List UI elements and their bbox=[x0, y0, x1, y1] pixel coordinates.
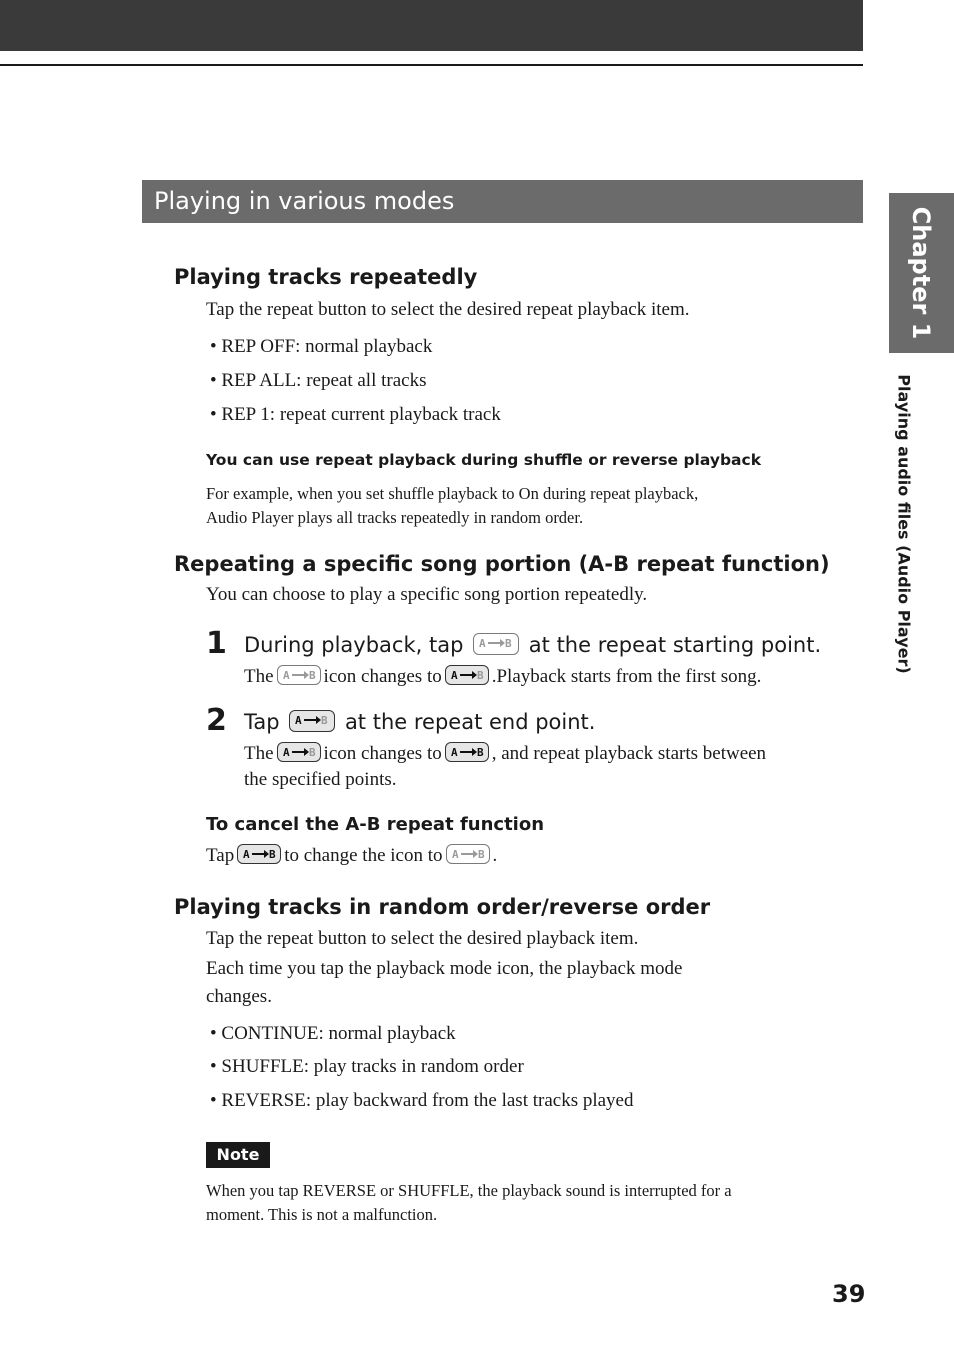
svg-text:B: B bbox=[477, 848, 485, 861]
tip-heading: You can use repeat playback during shuffle or reverse playback bbox=[206, 451, 762, 469]
step-title-text: at the repeat end point. bbox=[344, 710, 596, 734]
list-item: • REP 1: repeat current playback track bbox=[210, 404, 501, 425]
svg-text:B: B bbox=[476, 746, 484, 759]
note-text: When you tap REVERSE or SHUFFLE, the playback sound is interrupted for a bbox=[206, 1181, 732, 1200]
cancel-text: . bbox=[492, 845, 498, 866]
step-body-text: , and repeat playback starts between bbox=[491, 743, 767, 764]
cancel-heading: To cancel the A-B repeat function bbox=[206, 814, 545, 835]
ab-repeat-icon bbox=[277, 665, 321, 685]
step-title-text: During playback, tap bbox=[244, 633, 464, 657]
step-title-text: Tap bbox=[244, 710, 280, 734]
heading-random-order: Playing tracks in random order/reverse order bbox=[174, 895, 711, 919]
step-body bbox=[244, 665, 761, 688]
step-body bbox=[244, 742, 766, 765]
top-header-bar bbox=[0, 0, 863, 51]
svg-text:B: B bbox=[269, 848, 276, 861]
list-item: • REVERSE: play backward from the last tracks played bbox=[210, 1090, 634, 1111]
cancel-body bbox=[206, 844, 497, 867]
repeat-intro: Tap the repeat button to select the desired repeat playback item. bbox=[206, 299, 690, 320]
list-item: • REP OFF: normal playback bbox=[210, 336, 433, 357]
ab-intro: You can choose to play a specific song portion repeatedly. bbox=[206, 584, 648, 605]
random-intro: Tap the repeat button to select the desired playback item. bbox=[206, 928, 639, 949]
svg-text:A: A bbox=[243, 848, 250, 861]
list-item: • SHUFFLE: play tracks in random order bbox=[210, 1056, 524, 1077]
step-number: 2 bbox=[206, 703, 227, 738]
list-item: • CONTINUE: normal playback bbox=[210, 1023, 456, 1044]
tip-line: For example, when you set shuffle playback to On during repeat playback, bbox=[206, 484, 699, 503]
step-body-text: icon changes to bbox=[323, 666, 442, 687]
ab-repeat-icon[interactable] bbox=[289, 710, 335, 732]
svg-text:A: A bbox=[282, 669, 290, 682]
side-section-label: Playing audio files (Audio Player) bbox=[894, 374, 914, 674]
step-body-text: .Playback starts from the first song. bbox=[491, 666, 762, 687]
list-item: • REP ALL: repeat all tracks bbox=[210, 370, 427, 391]
chapter-tab-label: Chapter 1 bbox=[907, 206, 935, 340]
note-text: moment. This is not a malfunction. bbox=[206, 1205, 438, 1224]
svg-text:B: B bbox=[476, 669, 484, 682]
step-body-line: the specified points. bbox=[244, 769, 397, 790]
svg-text:A: A bbox=[451, 848, 459, 861]
note-badge: Note bbox=[206, 1142, 270, 1168]
step-body-text: The bbox=[244, 743, 274, 764]
header-rule bbox=[0, 64, 863, 66]
tip-line: Audio Player plays all tracks repeatedly in random order. bbox=[206, 508, 584, 527]
svg-text:B: B bbox=[308, 669, 316, 682]
random-text: Each time you tap the playback mode icon, the playback mode bbox=[206, 958, 683, 979]
svg-text:B: B bbox=[505, 637, 512, 650]
ab-repeat-icon bbox=[445, 665, 489, 685]
ab-repeat-icon[interactable] bbox=[473, 633, 519, 655]
svg-text:A: A bbox=[450, 669, 458, 682]
step-number: 1 bbox=[206, 626, 227, 661]
svg-text:A: A bbox=[479, 637, 486, 650]
ab-repeat-icon[interactable] bbox=[237, 844, 281, 864]
ab-repeat-icon bbox=[445, 742, 489, 762]
ab-repeat-icon bbox=[277, 742, 321, 762]
step-body-text: icon changes to bbox=[323, 743, 442, 764]
section-title: Playing in various modes bbox=[142, 180, 863, 223]
random-text: changes. bbox=[206, 986, 272, 1007]
step-title-text: at the repeat starting point. bbox=[528, 633, 822, 657]
step-title bbox=[244, 633, 821, 657]
heading-ab-repeat: Repeating a specific song portion (A-B repeat function) bbox=[174, 552, 830, 576]
svg-text:A: A bbox=[450, 746, 458, 759]
svg-text:B: B bbox=[308, 746, 316, 759]
svg-text:B: B bbox=[321, 714, 328, 727]
svg-text:A: A bbox=[295, 714, 302, 727]
svg-text:A: A bbox=[282, 746, 290, 759]
cancel-text: to change the icon to bbox=[284, 845, 443, 866]
page-number: 39 bbox=[832, 1280, 866, 1308]
step-title bbox=[244, 710, 595, 734]
cancel-text: Tap bbox=[206, 845, 235, 866]
step-body-text: The bbox=[244, 666, 274, 687]
heading-repeat: Playing tracks repeatedly bbox=[174, 265, 478, 289]
ab-repeat-icon bbox=[446, 844, 490, 864]
